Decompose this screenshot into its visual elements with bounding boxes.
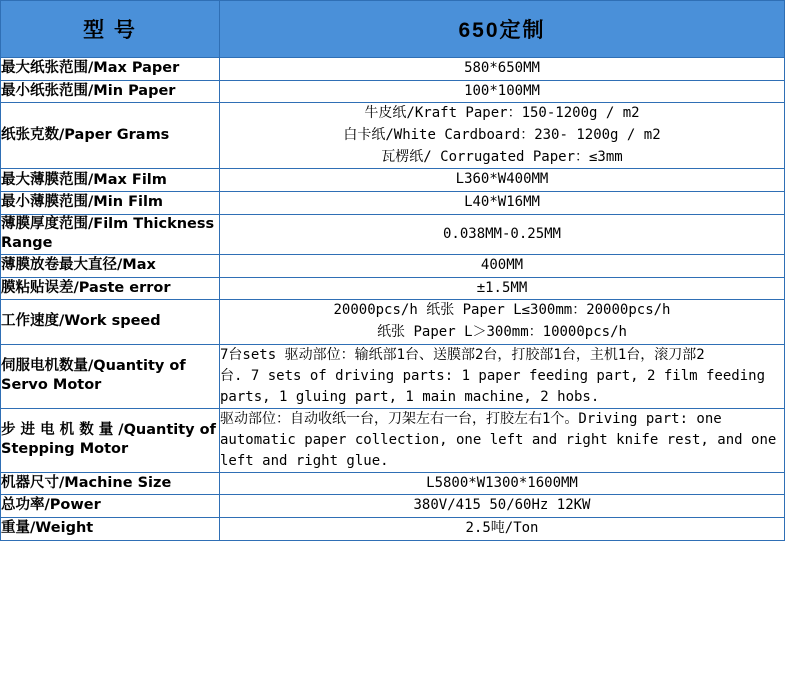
table-row <box>1 214 785 254</box>
row-value <box>220 408 785 472</box>
value-line: 2.5吨/Ton <box>465 520 539 537</box>
row-value <box>220 192 785 215</box>
row-value <box>220 300 785 344</box>
table-row <box>1 169 785 192</box>
row-label: 伺服电机数量/Quantity of Servo Motor <box>1 344 220 408</box>
value-line: 580*650MM <box>464 60 540 76</box>
table-row <box>1 300 785 344</box>
row-label: 薄膜放卷最大直径/Max <box>1 254 220 277</box>
row-label: 机器尺寸/Machine Size <box>1 472 220 495</box>
value-line: 0.038MM-0.25MM <box>442 225 561 242</box>
table-body <box>1 1 785 541</box>
table-row <box>1 518 785 541</box>
row-label: 膜粘贴误差/Paste error <box>1 277 220 300</box>
value-line: 台. 7 sets of driving parts: 1 paper feeding part, 2 film feeding <box>220 367 766 384</box>
value-line: 瓦楞纸/ Corrugated Paper：≤3mm <box>381 148 623 165</box>
row-label: 最小纸张范围/Min Paper <box>1 80 220 103</box>
table-row <box>1 344 785 408</box>
value-line: automatic paper collection, one left and right knife rest, and one <box>220 431 777 448</box>
row-value <box>220 495 785 518</box>
table-row <box>1 408 785 472</box>
row-label: 总功率/Power <box>1 495 220 518</box>
value-line: left and right glue. <box>220 452 389 469</box>
table-row <box>1 192 785 215</box>
row-value <box>220 472 785 495</box>
value-line: 白卡纸/White Cardboard：230- 1200g / m2 <box>343 127 661 144</box>
value-line: 纸张 Paper L＞300mm：10000pcs/h <box>377 324 627 340</box>
row-value <box>220 277 785 300</box>
row-label: 步 进 电 机 数 量 /Quantity of Stepping Motor <box>1 408 220 472</box>
row-label: 重量/Weight <box>1 518 220 541</box>
row-value <box>220 344 785 408</box>
row-label: 工作速度/Work speed <box>1 300 220 344</box>
value-line: L360*W400MM <box>455 171 549 188</box>
value-line: parts, 1 gluing part, 1 main machine, 2 hobs. <box>220 388 600 405</box>
value-line: L40*W16MM <box>464 194 540 211</box>
value-line: 7台sets 驱动部位：输纸部1台、送膜部2台，打胶部1台，主机1台，滚刀部2 <box>220 346 705 363</box>
value-line: 牛皮纸/Kraft Paper：150-1200g / m2 <box>364 105 640 122</box>
table-row <box>1 254 785 277</box>
header-model-value: 650定制 <box>220 1 785 58</box>
row-label: 纸张克数/Paper Grams <box>1 103 220 169</box>
header-model-label: 型 号 <box>1 1 220 58</box>
table-row <box>1 472 785 495</box>
row-value <box>220 214 785 254</box>
value-line: 20000pcs/h 纸张 Paper L≤300mm：20000pcs/h <box>333 302 671 319</box>
value-line: 380V/415 50/60Hz 12KW <box>413 497 591 514</box>
table-header-row <box>1 1 785 58</box>
value-line: L5800*W1300*1600MM <box>426 474 578 491</box>
row-value <box>220 518 785 541</box>
value-line: ±1.5MM <box>476 279 528 296</box>
row-value <box>220 254 785 277</box>
table-row <box>1 58 785 81</box>
row-value <box>220 80 785 103</box>
value-line: 100*100MM <box>464 82 540 99</box>
row-label: 薄膜厚度范围/Film Thickness Range <box>1 214 220 254</box>
table-row <box>1 103 785 169</box>
row-label: 最大薄膜范围/Max Film <box>1 169 220 192</box>
row-value <box>220 58 785 81</box>
table-row <box>1 277 785 300</box>
value-line: 400MM <box>480 256 524 273</box>
row-value <box>220 169 785 192</box>
table-row <box>1 80 785 103</box>
row-label: 最大纸张范围/Max Paper <box>1 58 220 81</box>
row-label: 最小薄膜范围/Min Film <box>1 192 220 215</box>
table-row <box>1 495 785 518</box>
row-value <box>220 103 785 169</box>
value-line: 驱动部位：自动收纸一台，刀架左右一台，打胶左右1个。Driving part: one <box>220 410 722 427</box>
